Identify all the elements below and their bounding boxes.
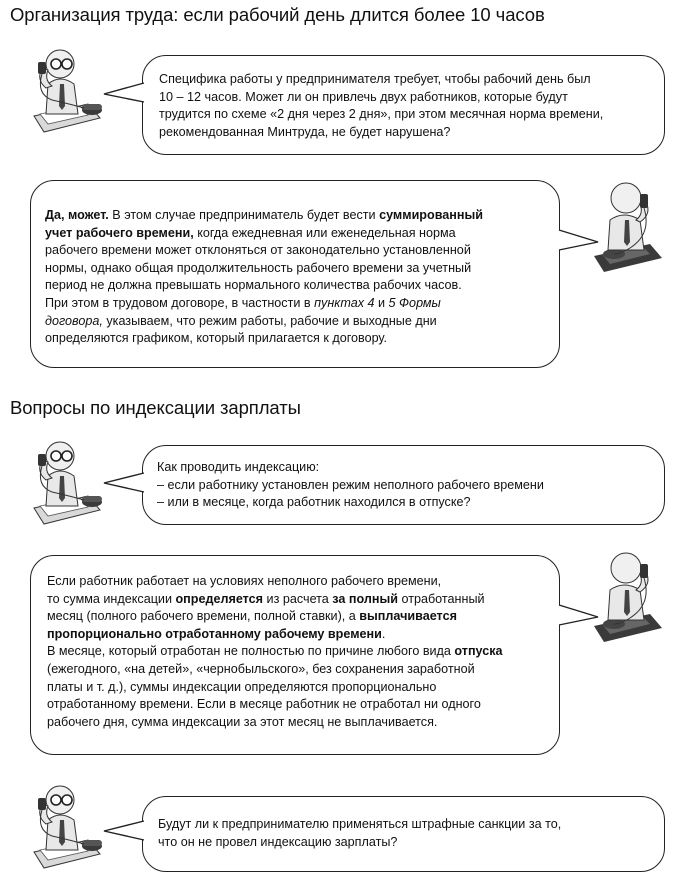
answer-italic: пунктах 4 <box>314 295 375 310</box>
answer-text: В этом случае предприниматель будет вести <box>108 208 380 222</box>
answer-text: то сумма индексации <box>47 591 176 606</box>
answer-text: определяются графиком, который прилагается к договору. <box>45 331 387 346</box>
bubble-tail <box>103 472 145 494</box>
bubble-tail <box>103 820 145 842</box>
answer-text: период не должна превышать нормального количества рабочих часов. <box>45 278 462 293</box>
answer-italic: 5 Формы <box>388 295 441 310</box>
section-heading-work-organization: Организация труда: если рабочий день длится более 10 часов <box>10 4 545 25</box>
answer-text: из расчета <box>263 591 333 606</box>
question-1-line: 10 – 12 часов. Может ли он привлечь двух работников, которые будут <box>159 89 568 104</box>
answer-bold: отпуска <box>454 644 503 659</box>
question-1-line: трудится по схеме «2 дня через 2 дня», при этом месячная норма времени, <box>159 107 604 122</box>
answer-bold: выплачивается <box>359 609 457 624</box>
answer-bubble-2 <box>30 555 560 755</box>
question-3-line: Будут ли к предпринимателю применяться штрафные санкции за то, <box>158 817 562 831</box>
question-2-line: Как проводить индексацию: <box>157 460 320 474</box>
question-1-line: Специфика работы у предпринимателя требует, чтобы рабочий день был <box>159 72 591 86</box>
answer-bold: суммированный <box>379 208 483 222</box>
question-2-line: – или в месяце, когда работник находился в отпуске? <box>157 495 471 510</box>
person-on-phone-icon <box>590 548 670 648</box>
answer-text: когда ежедневная или еженедельная норма <box>193 225 456 240</box>
answer-text: и <box>374 295 389 310</box>
question-1-line: рекомендованная Минтруда, не будет нарушена? <box>159 124 451 139</box>
answer-text: отработанный <box>397 591 485 606</box>
bubble-tail <box>558 603 600 627</box>
answer-text: (ежегодного, «на детей», «чернобыльского», без сохранения заработной <box>47 661 475 676</box>
answer-text: рабочего дня, сумма индексации за этот месяц не выплачивается. <box>47 714 438 729</box>
question-2-line: – если работнику установлен режим неполного рабочего времени <box>157 477 544 492</box>
question-bubble-3 <box>142 796 665 872</box>
answer-bold: Да, может. <box>45 208 109 222</box>
answer-italic: договора, <box>45 313 103 328</box>
bubble-tail <box>103 82 145 104</box>
answer-bold: определяется <box>175 591 264 606</box>
answer-text: . <box>381 626 386 641</box>
person-with-glasses-icon <box>30 780 110 876</box>
answer-text: месяц (полного рабочего времени, полной ставки), а <box>47 609 360 624</box>
answer-text: платы и т. д.), суммы индексации определяются пропорционально <box>47 679 437 694</box>
person-with-glasses-icon <box>30 44 110 140</box>
person-on-phone-icon <box>590 178 670 278</box>
answer-text: отработанному времени. Если в месяце работник не отработал ни одного <box>47 697 481 712</box>
answer-text: При этом в трудовом договоре, в частности в <box>45 295 315 310</box>
answer-bold: учет рабочего времени, <box>45 225 194 240</box>
answer-bubble-1 <box>30 180 560 368</box>
answer-text: рабочего времени может отклоняться от законодательно установленной <box>45 243 471 258</box>
person-with-glasses-icon <box>30 436 110 532</box>
section-heading-indexation: Вопросы по индексации зарплаты <box>10 397 301 418</box>
answer-text: нормы, однако общая продолжительность рабочего времени за учетный <box>45 260 472 275</box>
answer-text: указываем, что режим работы, рабочие и выходные дни <box>102 313 437 328</box>
answer-text: Если работник работает на условиях неполного рабочего времени, <box>47 574 442 588</box>
bubble-tail <box>558 228 600 252</box>
question-bubble-1 <box>142 55 665 155</box>
answer-bold: за полный <box>332 591 398 606</box>
answer-text: В месяце, который отработан не полностью по причине любого вида <box>47 644 455 659</box>
question-bubble-2 <box>142 445 665 525</box>
answer-bold: пропорционально отработанному рабочему времени <box>47 626 382 641</box>
question-3-line: что он не провел индексацию зарплаты? <box>158 834 398 849</box>
